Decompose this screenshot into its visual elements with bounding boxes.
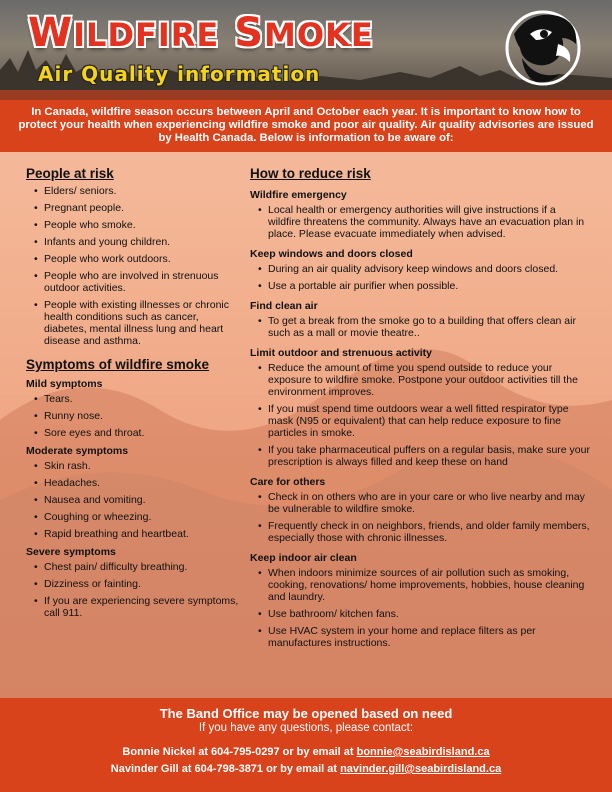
right-column	[250, 166, 590, 654]
list-item: • Dizziness or fainting.	[44, 578, 241, 590]
list-item: • If you are experiencing severe symptoms, call 911.	[44, 595, 241, 619]
list-item: • Coughing or wheezing.	[44, 511, 241, 523]
list-item: • Rapid breathing and heartbeat.	[44, 528, 241, 540]
indoor-air-heading: Keep indoor air clean	[250, 552, 357, 564]
subtitle: Air Quality information	[38, 62, 321, 86]
windows-doors-list	[250, 263, 590, 292]
list-item: • People who are involved in strenuous outdoor activities.	[44, 270, 241, 294]
list-item: • People who work outdoors.	[44, 253, 241, 265]
footer-subtitle: If you have any questions, please contact:	[198, 722, 414, 734]
title-initial-s: S	[234, 10, 264, 56]
list-item: • Skin rash.	[44, 460, 241, 472]
limit-outdoor-heading: Limit outdoor and strenuous activity	[250, 347, 433, 359]
email-link[interactable]: bonnie@seabirdisland.ca	[356, 746, 490, 758]
symptoms-heading: Symptoms of wildfire smoke	[26, 357, 210, 372]
list-item: • Reduce the amount of time you spend outside to reduce your exposure to wildfire smoke. Postpone your outdoor activities till the environment improves.	[268, 362, 590, 398]
reduce-risk-heading: How to reduce risk	[250, 166, 371, 181]
list-item: • Chest pain/ difficulty breathing.	[44, 561, 241, 573]
moderate-symptoms-heading: Moderate symptoms	[26, 445, 129, 457]
list-item: • Runny nose.	[44, 410, 241, 422]
limit-outdoor-list	[250, 362, 590, 468]
mild-symptoms-heading: Mild symptoms	[26, 378, 103, 390]
wildfire-emergency-heading: Wildfire emergency	[250, 189, 347, 201]
list-item: • If you must spend time outdoors wear a well fitted respirator type mask (N95 or equivalent) that can help reduce exposure to fine particles in smoke.	[268, 403, 590, 439]
list-item: • Use a portable air purifier when possible.	[268, 280, 590, 292]
mild-symptoms-list	[26, 393, 241, 439]
list-item: • People who smoke.	[44, 219, 241, 231]
list-item: • Use bathroom/ kitchen fans.	[268, 608, 590, 620]
moderate-symptoms-list	[26, 460, 241, 540]
list-item: • Tears.	[44, 393, 241, 405]
header-banner	[0, 0, 612, 100]
list-item: • Check in on others who are in your care or who live nearby and may be vulnerable to wildfire smoke.	[268, 491, 590, 515]
left-column	[26, 166, 241, 624]
intro-banner: In Canada, wildfire season occurs between April and October each year. It is important to know how to protect your health when experiencing wildfire smoke and poor air quality. Air quality advisories are issued by Health Canada. Below is information to be aware of:	[0, 100, 612, 152]
title-initial-w: W	[28, 10, 74, 56]
list-item: • Sore eyes and throat.	[44, 427, 241, 439]
list-item: • People with existing illnesses or chronic health conditions such as cancer, diabetes, mental illness lung and heart disease and asthma.	[44, 299, 241, 347]
severe-symptoms-list	[26, 561, 241, 619]
list-item: • Use HVAC system in your home and replace filters as per manufactures instructions.	[268, 625, 590, 649]
list-item: • To get a break from the smoke go to a building that offers clean air such as a mall or movie theatre..	[268, 315, 590, 339]
list-item: • When indoors minimize sources of air pollution such as smoking, cooking, renovations/ home improvements, hobbies, house cleaning and laundry.	[268, 567, 590, 603]
title-word-smoke: MOKE	[264, 16, 374, 54]
footer-title: The Band Office may be opened based on need	[159, 706, 453, 721]
wildfire-emergency-list	[250, 204, 590, 240]
list-item: • If you take pharmaceutical puffers on a regular basis, make sure your prescription is always filled and keep these on hand	[268, 444, 590, 468]
care-for-others-list	[250, 491, 590, 544]
people-at-risk-list	[26, 185, 241, 347]
list-item: • Pregnant people.	[44, 202, 241, 214]
clean-air-heading: Find clean air	[250, 300, 318, 312]
list-item: • Local health or emergency authorities will give instructions if a wildfire threatens the community. Always have an evacuation plan in place. Please evacuate immediately when advised.	[268, 204, 590, 240]
list-item: • Infants and young children.	[44, 236, 241, 248]
list-item: • During an air quality advisory keep windows and doors closed.	[268, 263, 590, 275]
indoor-air-list	[250, 567, 590, 649]
email-link[interactable]: navinder.gill@seabirdisland.ca	[340, 763, 502, 775]
list-item: • Nausea and vomiting.	[44, 494, 241, 506]
care-for-others-heading: Care for others	[250, 476, 326, 488]
list-item: • Elders/ seniors.	[44, 185, 241, 197]
windows-doors-heading: Keep windows and doors closed	[250, 248, 413, 260]
list-item: • Headaches.	[44, 477, 241, 489]
contact-line	[0, 744, 612, 761]
clean-air-list	[250, 315, 590, 339]
contact-list	[0, 744, 612, 778]
list-item: • Frequently check in on neighbors, friends, and older family members, especially those with chronic illnesses.	[268, 520, 590, 544]
severe-symptoms-heading: Severe symptoms	[26, 546, 116, 558]
contact-text: Bonnie Nickel at 604-795-0297 or by email at	[122, 746, 357, 758]
main-title	[28, 10, 374, 58]
footer-banner	[0, 698, 612, 792]
eagle-logo-icon	[500, 4, 586, 92]
people-at-risk-heading: People at risk	[26, 166, 114, 181]
title-word-wildfire: ILDFIRE	[73, 16, 220, 54]
contact-text: Navinder Gill at 604-798-3871 or by email at	[110, 763, 341, 775]
contact-line	[0, 761, 612, 778]
